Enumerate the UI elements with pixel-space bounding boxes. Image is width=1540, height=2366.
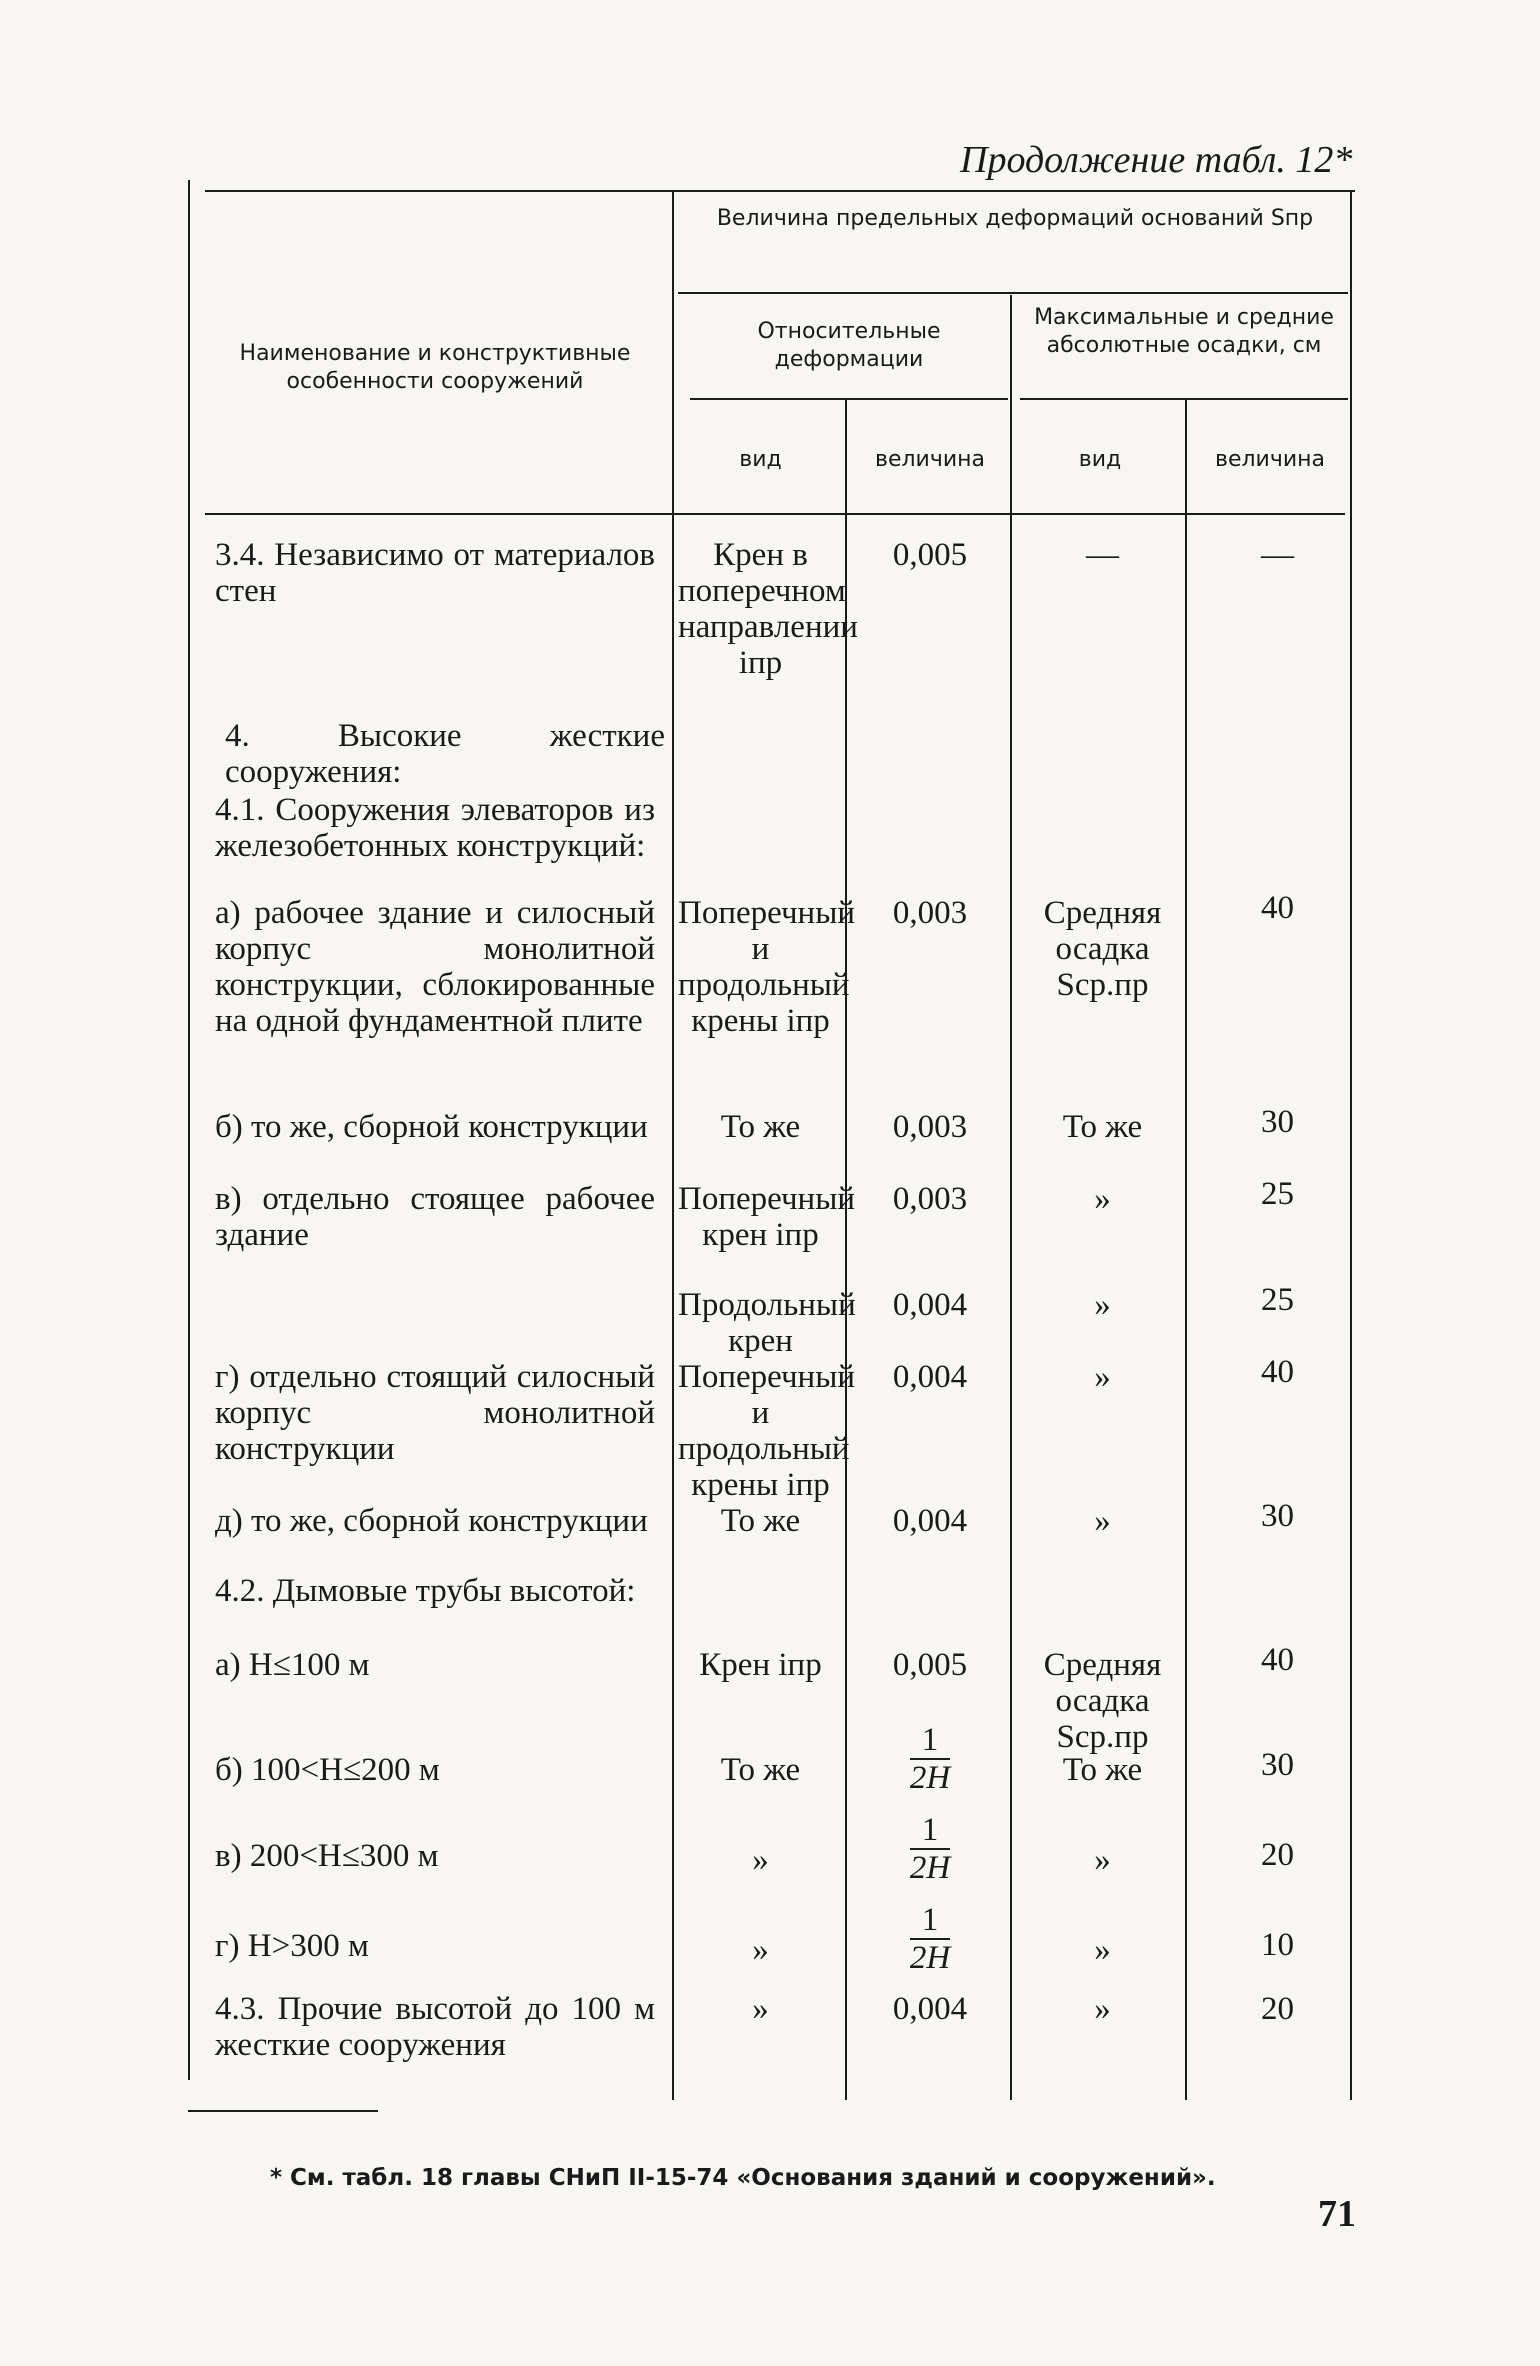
header-main: Величина предельных деформаций оснований Sпр	[716, 206, 1314, 231]
header-velichina-2: величина	[1214, 447, 1326, 472]
fraction-value: $\frac{1}{2H}$	[909, 1902, 951, 1976]
header-absolute: Максимальные и средние абсолютные осадки, см	[1034, 305, 1334, 358]
fraction-value: $\frac{1}{2H}$	[909, 1722, 951, 1796]
header-relative: Относительные деформации	[757, 319, 941, 372]
header-name-col: Наименование и конструктивные особенности сооружений	[239, 341, 631, 394]
header-velichina-1: величина	[874, 447, 986, 472]
table-caption: Продолжение табл. 12*	[960, 139, 1353, 181]
page-number: 71	[1318, 2193, 1356, 2235]
footnote: * См. табл. 18 главы СНиП II-15-74 «Основания зданий и сооружений».	[270, 2165, 1216, 2191]
header-vid-1: вид	[739, 447, 782, 472]
header-vid-2: вид	[1078, 447, 1122, 472]
fraction-value: $\frac{1}{2H}$	[909, 1812, 951, 1886]
